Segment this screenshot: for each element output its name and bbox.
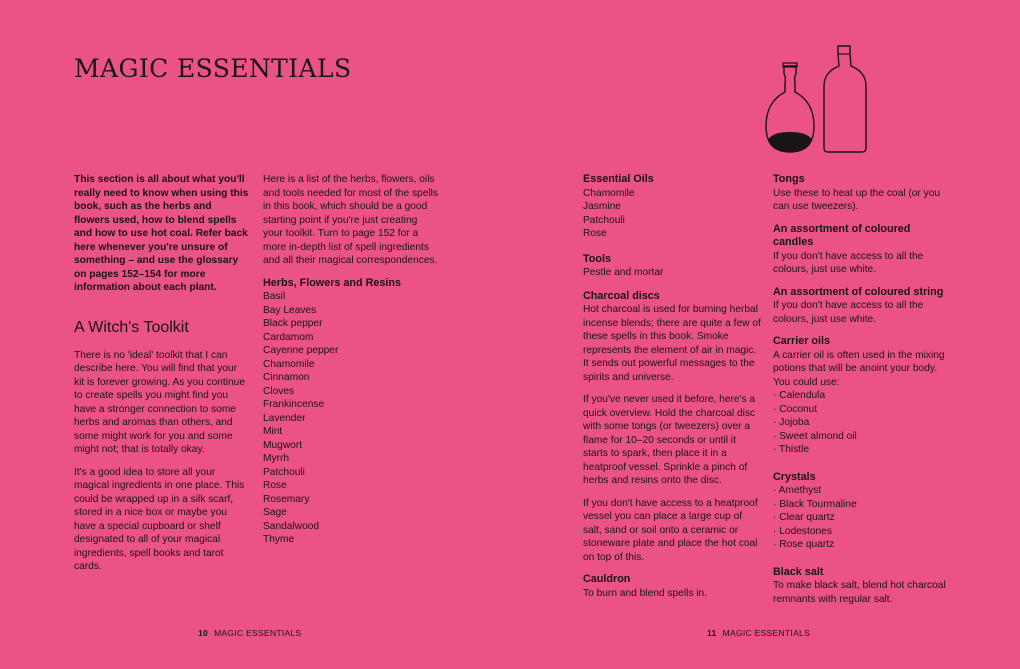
herb-item: Rosemary: [263, 493, 310, 505]
herb-item: Cloves: [263, 385, 295, 397]
carrier-oil-item: · Coconut: [773, 403, 953, 417]
herbs-heading: Herbs, Flowers and Resins: [263, 276, 402, 289]
left-column-1: [74, 173, 250, 583]
tongs-heading: Tongs: [773, 173, 805, 185]
tongs-text: Use these to heat up the coal (or you can use tweezers).: [773, 187, 941, 212]
charcoal-heading: Charcoal discs: [583, 289, 660, 302]
herb-item: Mint: [263, 426, 283, 437]
herb-item: Cayenne pepper: [263, 345, 339, 356]
charcoal-paragraph-1: Hot charcoal is used for burning herbal incense blends; there are quite a few of these spells in this book. Smoke represents the element of air in magic. It sends out powerful messages to the spirits and universe.: [583, 304, 761, 383]
tools-text: Pestle and mortar: [583, 267, 664, 278]
herb-item: Rose: [263, 480, 287, 491]
herb-item: Patchouli: [263, 466, 305, 478]
crystal-item: · Clear quartz: [773, 511, 953, 525]
herb-item: Sandalwood: [263, 520, 320, 532]
potion-bottles-icon: [760, 44, 875, 156]
oil-item: Patchouli: [583, 214, 625, 226]
candles-heading: An assortment of coloured candles: [773, 222, 911, 248]
herb-item: Bay Leaves: [263, 304, 317, 316]
string-heading: An assortment of coloured string: [773, 285, 944, 298]
carrier-oil-item: · Calendula: [773, 389, 953, 403]
toolkit-title: A Witch's Toolkit: [74, 318, 189, 336]
intro-paragraph: This section is all about what you'll really need to know when using this book, such as the herbs and flowers used, how to blend spells and how to use hot coal. Refer back here whenever you're unsure of something – and use the glossary on pages 152–154 for more information about each plant.: [74, 174, 249, 293]
charcoal-paragraph-3: If you don't have access to a heatproof vessel you can place a large cup of salt, sand or soil onto a ceramic or stoneware plate and place the hot coal on top of this.: [583, 497, 758, 563]
left-column-2: [263, 173, 439, 549]
carrier-oil-item: · Jojoba: [773, 416, 953, 430]
herb-item: Mugwort: [263, 439, 303, 451]
charcoal-paragraph-2: If you've never used it before, here's a quick overview. Hold the charcoal disc with some tongs (or tweezers) over a flame for 10–20 seconds or until it starts to spark, then place it in a heatproof vessel. Sprinkle a pinch of herbs and resins onto the disc.: [583, 394, 756, 486]
candles-text: If you don't have access to all the colours, just use white.: [773, 250, 924, 275]
page-number-left: 10: [198, 628, 209, 638]
crystals-heading: Crystals: [773, 470, 816, 483]
herb-item: Black pepper: [263, 318, 323, 329]
footer-left: [198, 628, 302, 638]
tools-heading: Tools: [583, 252, 611, 265]
list-intro-paragraph: Here is a list of the herbs, flowers, oils and tools needed for most of the spells in this book, which should be a good starting point if you're just creating your toolkit. Turn to page 152 for a more in-depth list of spell ingredients and all their magical correspondences.: [263, 174, 438, 266]
oil-item: Chamomile: [583, 187, 635, 199]
footer-label-right: MAGIC ESSENTIALS: [722, 628, 811, 638]
crystal-item: · Lodestones: [773, 525, 953, 539]
oils-heading: Essential Oils: [583, 173, 654, 185]
salt-text: To make black salt, blend hot charcoal remnants with regular salt.: [773, 580, 946, 605]
crystals-list: [773, 484, 953, 552]
herb-item: Basil: [263, 291, 286, 302]
herb-item: Cinnamon: [263, 372, 310, 383]
crystal-item: · Amethyst: [773, 484, 953, 498]
page-title: MAGIC ESSENTIALS: [74, 54, 352, 83]
oils-list: [583, 187, 761, 241]
toolkit-paragraph-1: There is no 'ideal' toolkit that I can describe here. You will find that your kit is forever growing. As you continue to create spells you might find you have a stronger connection to some herbs and aromas than others, and some might work for you and some might not; that is totally okay.: [74, 349, 246, 455]
herb-item: Cardamom: [263, 331, 314, 343]
oil-item: Jasmine: [583, 201, 621, 212]
string-text: If you don't have access to all the colours, just use white.: [773, 300, 924, 325]
crystal-item: · Rose quartz: [773, 538, 953, 552]
crystal-item: · Black Tourmaline: [773, 498, 953, 512]
carrier-text: A carrier oil is often used in the mixing potions that will be anoint your body. You could use:: [773, 349, 945, 388]
footer-right: [707, 628, 810, 638]
carrier-heading: Carrier oils: [773, 335, 831, 347]
herb-item: Frankincense: [263, 399, 325, 410]
carrier-oil-item: · Thistle: [773, 443, 953, 457]
herb-item: Sage: [263, 507, 287, 518]
oil-item: Rose: [583, 228, 607, 239]
herb-item: Myrrh: [263, 453, 290, 464]
page-number-right: 11: [707, 628, 717, 638]
carrier-oil-item: · Sweet almond oil: [773, 430, 953, 444]
herb-item: Thyme: [263, 534, 295, 545]
salt-heading: Black salt: [773, 565, 824, 578]
herb-item: Lavender: [263, 412, 306, 424]
cauldron-heading: Cauldron: [583, 573, 631, 585]
herbs-list: [263, 290, 439, 547]
herb-item: Chamomile: [263, 358, 315, 370]
carrier-list: [773, 389, 953, 457]
right-column-2: [773, 173, 953, 606]
right-column-1: [583, 173, 761, 600]
toolkit-paragraph-2: It's a good idea to store all your magical ingredients in one place. This could be wrapped up in a silk scarf, stored in a nice box or maybe you have a special cupboard or shelf designated to all of your magical ingredients, spell books and tarot cards.: [74, 466, 245, 572]
footer-label-left: MAGIC ESSENTIALS: [214, 628, 302, 638]
cauldron-text: To burn and blend spells in.: [583, 587, 708, 599]
